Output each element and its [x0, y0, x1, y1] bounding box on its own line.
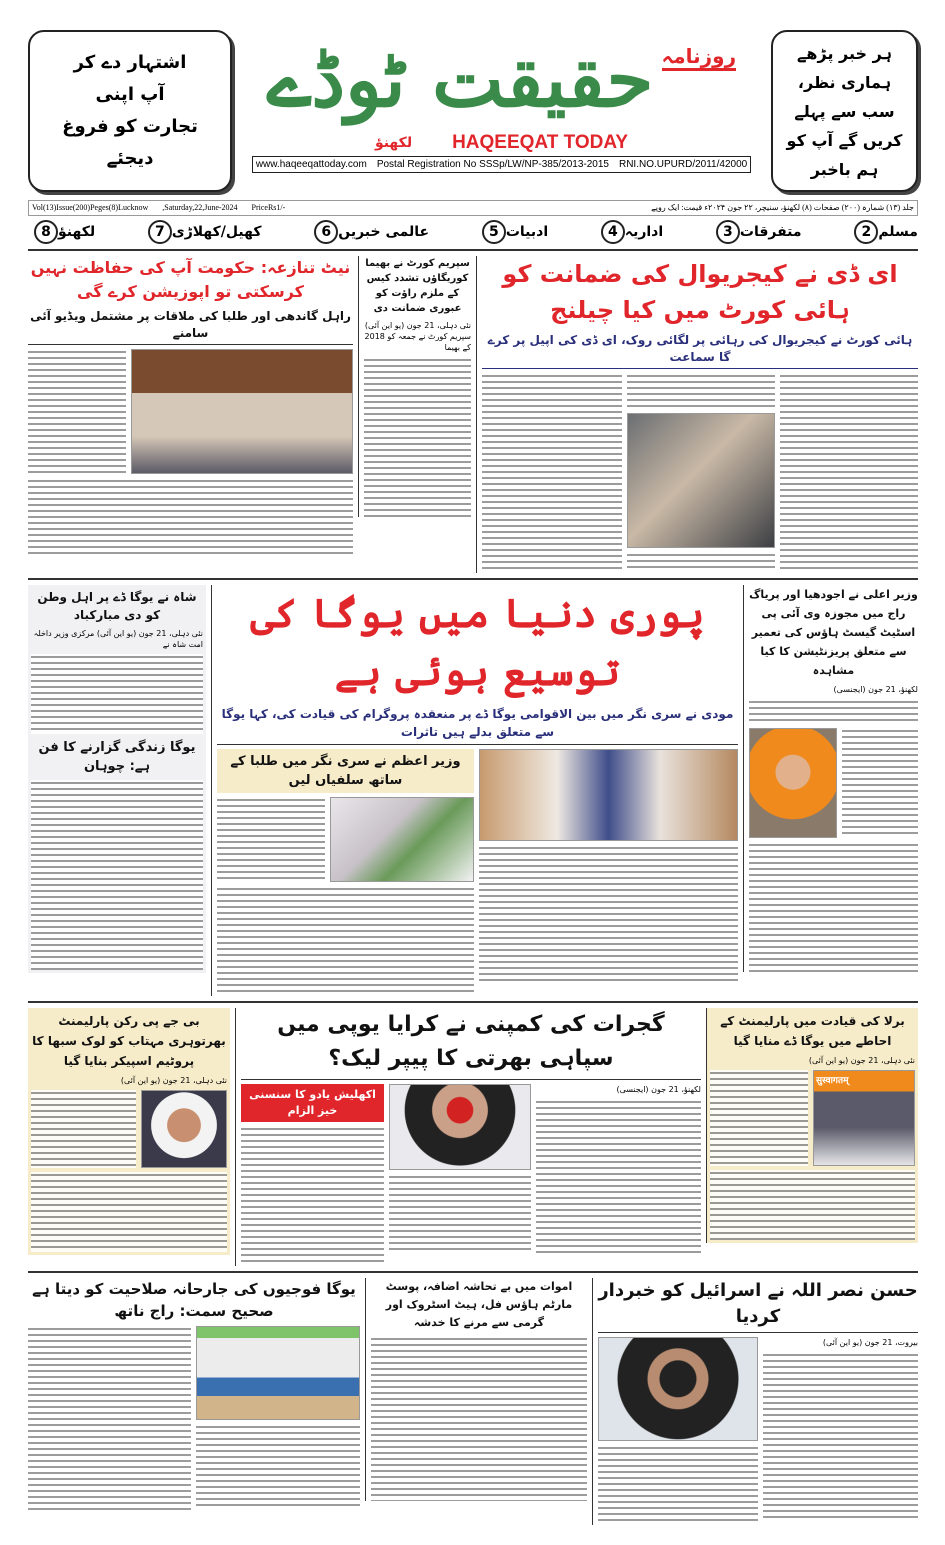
ad-line: دیجئے: [106, 148, 154, 169]
dateline: نئی دہلی، 21 جون (یو این آئی): [808, 1056, 915, 1065]
nav-item-page-8[interactable]: [28, 220, 95, 244]
main-headline[interactable]: ای ڈی نے کیجریوال کی ضمانت کو ہائی کورٹ میں کیا چیلنج: [502, 260, 898, 324]
nav-label: متفرقات: [739, 224, 802, 240]
article-text: [710, 1170, 915, 1240]
page-number-badge: 7: [148, 220, 172, 244]
paper-leak-story: [235, 1008, 701, 1266]
article-text: [241, 1126, 384, 1266]
article-text: [31, 1090, 136, 1168]
dateline: لکھنؤ، 21 جون (ایجنسی): [833, 685, 918, 694]
dateline: بیروت، 21 جون (یو این آئی): [822, 1338, 918, 1347]
yoga-story: [211, 585, 738, 996]
main-subheadline: ہائی کورٹ نے کیجریوال کی رہائی پر لگائی روک، ای ڈی کی اپیل پر کرے گا سماعت: [482, 332, 918, 369]
chauhan-headline[interactable]: یوگا زندگی گزارنے کا فن ہے: چوہان: [38, 740, 196, 774]
english-title: HAQEEQAT TODAY: [452, 132, 629, 153]
kejriwal-story: [476, 256, 918, 573]
article-text: [598, 1445, 758, 1525]
section-1: [28, 249, 918, 573]
mahtab-photo: [141, 1090, 227, 1168]
yoga-subheadline: مودی نے سری نگر میں بین الاقوامی یوگا ڈے پر منعقدہ پروگرام کی قیادت کی، کہا یوگا سے متعلق بدلے ہیں تاثرات: [217, 705, 738, 745]
neet-story: [28, 256, 353, 558]
website-link[interactable]: www.haqeeqattoday.com: [255, 159, 367, 170]
newspaper-logo: حقیقت ٹوڈے: [266, 35, 654, 124]
article-text: [763, 1352, 918, 1522]
yoga-event-photo: [479, 749, 738, 841]
page-number-badge: 2: [854, 220, 878, 244]
left-subheadline: راہل گاندھی اور طلبا کی ملاقات پر مشتمل ویڈیو آئی سامنے: [28, 308, 353, 345]
rni-number: RNI.NO.UPURD/2011/42000: [618, 159, 748, 170]
postal-registration: Postal Registration No SSSp/LW/NP-385/2013-2015: [376, 159, 609, 170]
dateline: نئی دہلی، 21 جون (یو این آئی) مرکزی وزیر داخلہ امت شاہ نے: [33, 629, 203, 649]
masthead: [28, 30, 918, 192]
parliament-yoga-photo: [813, 1070, 915, 1166]
nasrallah-story: [592, 1278, 918, 1525]
page-number-badge: 6: [314, 220, 338, 244]
article-text: [371, 1336, 587, 1501]
cm-headline[interactable]: وزیر اعلی نے اجودھیا اور پریاگ راج میں مجوزہ وی آئی پی اسٹیٹ گیسٹ ہاؤس کی تعمیر سے متعلق پریزنٹیشن کا کیا مشاہدہ: [749, 588, 918, 677]
modi-students-photo: [330, 797, 474, 882]
article-text: [780, 373, 918, 573]
photo-banner-text: सुस्वागतम्: [816, 1076, 849, 1086]
section-4: [28, 1271, 918, 1525]
nav-item-page-4[interactable]: [595, 220, 663, 244]
slogan-line: ہماری نظر،: [797, 72, 892, 92]
article-text: [627, 373, 775, 409]
ad-line: اشتہار دے کر: [73, 52, 187, 73]
article-text: [389, 1174, 531, 1254]
roznama-label: روزنامہ: [662, 44, 737, 71]
page-number-badge: 4: [601, 220, 625, 244]
article-text: [196, 1424, 360, 1510]
page-number-badge: 5: [482, 220, 506, 244]
article-text: [710, 1070, 808, 1166]
info-bar: [28, 200, 918, 216]
nav-label: اداریہ: [624, 224, 664, 240]
raut-story: [358, 256, 471, 517]
article-text: [479, 845, 738, 985]
ad-line: آپ اپنی: [95, 84, 165, 105]
page-index-nav: [28, 220, 918, 244]
left-headline[interactable]: نیٹ تنازعہ: حکومت آپ کی حفاظت نہیں کرسکتی تو اپوزیشن کرے گی: [30, 258, 351, 301]
akhilesh-label: اکھلیش یادو کا سنسنی خیز الزام: [241, 1084, 384, 1122]
heatwave-headline[interactable]: اموات میں بے تحاشہ اضافہ، پوسٹ مارٹم ہاؤس فل، ہیٹ اسٹروک اور گرمی سے مرنے کا خدشہ: [385, 1280, 573, 1329]
nav-label: لکھنؤ: [58, 224, 96, 240]
page-number-badge: 8: [34, 220, 58, 244]
slogan-line: کریں گے آپ کو: [786, 130, 903, 150]
nav-label: ادبیات: [505, 224, 549, 240]
dateline: لکھنؤ، 21 جون (ایجنسی): [616, 1085, 701, 1094]
section-2: [28, 578, 918, 996]
kejriwal-photo: [627, 413, 775, 548]
urdu-info: جلد (۱۳) شمارہ (۲۰۰) صفحات (۸) لکھنؤ، سنیچر، ۲۲ جون ۲۰۲۴ء قیمت: ایک روپے: [651, 203, 914, 212]
advertise-box: [28, 30, 232, 192]
nasrallah-headline[interactable]: حسن نصر اللہ نے اسرائیل کو خبردار کردیا: [598, 1278, 918, 1333]
article-text: [536, 1099, 701, 1254]
registration-bar: [252, 156, 751, 173]
nav-label: مسلم: [878, 224, 918, 240]
cm-story: [743, 585, 918, 972]
selfie-headline[interactable]: وزیر اعظم نے سری نگر میں طلبا کے ساتھ سلفیاں لیں: [217, 749, 474, 793]
slogan-line: سب سے پہلے: [794, 101, 895, 121]
birla-headline[interactable]: برلا کی قیادت میں پارلیمنٹ کے احاطے میں یوگا ڈے منایا گیا: [720, 1014, 905, 1048]
yoga-main-headline[interactable]: پوری دنیا میں یوگا کی توسیع ہوئی ہے: [250, 590, 705, 695]
mahtab-headline[interactable]: بی جے پی رکن پارلیمنٹ بھرتوہری مہتاب کو لوک سبھا کا پروٹیم اسپیکر بنایا گیا: [32, 1014, 226, 1068]
article-text: [28, 1326, 191, 1511]
rajnath-story: [28, 1278, 360, 1511]
nav-label: کھیل/کھلاڑی: [171, 224, 262, 240]
slogan-line: ہم باخبر: [810, 159, 879, 179]
soldiers-yoga-photo: [196, 1326, 360, 1420]
masthead-center: [242, 30, 761, 192]
slogan-line: ہر خبر پڑھے: [797, 43, 892, 63]
nav-item-page-7[interactable]: [142, 220, 262, 244]
section-3: [28, 1001, 918, 1266]
price: PriceRs1/-: [251, 203, 286, 212]
photo-caption: [627, 552, 775, 572]
article-text: [31, 1172, 227, 1252]
article-text: [28, 349, 126, 474]
nav-item-page-6[interactable]: [308, 220, 429, 244]
date: ,Saturday,22,June-2024: [162, 203, 238, 212]
akhilesh-photo: [389, 1084, 531, 1170]
rajnath-headline[interactable]: یوگا فوجیوں کی جارحانہ صلاحیت کو دیتا ہے صحیح سمت: راج ناتھ: [32, 1280, 356, 1320]
article-text: [842, 728, 918, 838]
article-text: [31, 780, 203, 970]
article-text: [217, 886, 474, 996]
slogan-box: [771, 30, 918, 192]
article-text: [749, 699, 918, 724]
dateline: نئی دہلی، 21 جون (یو این آئی) سپریم کورٹ نے جمعہ کو 2018 کے بھیما: [364, 321, 471, 352]
heatwave-story: [365, 1278, 587, 1501]
paper-leak-headline[interactable]: گجرات کی کمپنی نے کرایا یوپی میں سپاہی بھرتی کا پیپر لیک؟: [241, 1008, 701, 1080]
nav-item-page-2[interactable]: [848, 220, 918, 244]
right-column: [706, 1008, 918, 1243]
amit-shah-headline[interactable]: شاہ نے یوگا ڈے پر اہل وطن کو دی مبارکباد: [37, 590, 197, 622]
page-number-badge: 3: [716, 220, 740, 244]
dateline: نئی دہلی، 21 جون (یو این آئی): [120, 1076, 227, 1085]
nav-label: عالمی خبریں: [338, 224, 430, 240]
article-text: [28, 478, 353, 558]
rahul-meeting-photo: [131, 349, 353, 474]
article-text: [217, 797, 325, 882]
side-headline[interactable]: سپریم کورٹ نے بھیما کوریگاؤں تشدد کیس کے ملزم راؤت کو عبوری ضمانت دی: [365, 258, 470, 314]
left-column: [28, 585, 206, 973]
nasrallah-photo: [598, 1337, 758, 1441]
article-text: [482, 373, 622, 573]
nav-item-page-5[interactable]: [476, 220, 548, 244]
article-text: [749, 842, 918, 972]
article-text: [364, 357, 471, 517]
ad-line: تجارت کو فروغ: [62, 116, 198, 137]
nav-item-page-3[interactable]: [710, 220, 802, 244]
city-label: لکھنؤ: [374, 135, 413, 151]
volume-info: Vol(13)Issue(200)Peges(8)Lucknow: [32, 203, 149, 212]
left-column: [28, 1008, 230, 1255]
article-text: [31, 654, 203, 734]
yogi-photo: [749, 728, 837, 838]
